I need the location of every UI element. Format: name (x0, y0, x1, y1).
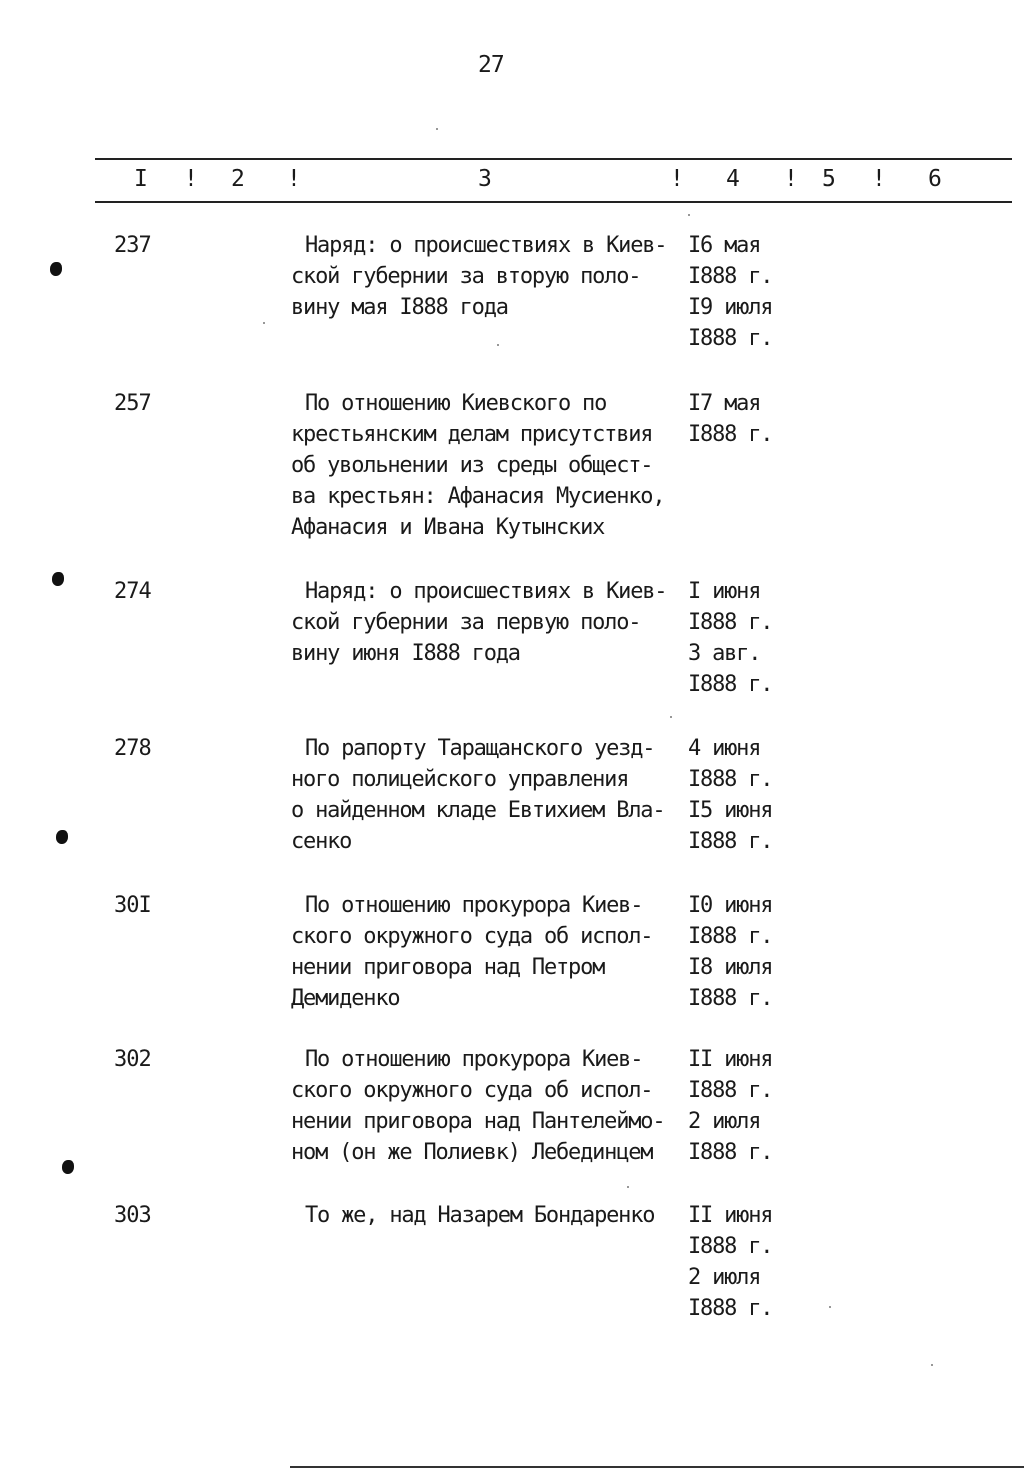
date-line: I8 июля (688, 955, 773, 980)
scan-speck (829, 1306, 831, 1308)
page-bottom-edge (290, 1466, 1024, 1468)
date-line: 2 июля (688, 1265, 761, 1290)
entry-number: 257 (114, 391, 151, 416)
description-line: крестьянским делам присутствия (291, 422, 653, 447)
entry-number: 274 (114, 579, 151, 604)
description-line: ном (он же Полиевк) Лебединцем (291, 1140, 653, 1165)
table-header-top-rule (95, 158, 1012, 160)
punch-hole-mark (56, 830, 68, 844)
date-line: 4 июня (688, 736, 761, 761)
date-line: I888 г. (688, 924, 773, 949)
punch-hole-mark (52, 572, 64, 586)
date-line: I0 июня (688, 893, 773, 918)
description-line: Наряд: о происшествиях в Киев- (305, 233, 667, 258)
column-separator: ! (784, 166, 798, 192)
date-line: II июня (688, 1047, 773, 1072)
date-line: I июня (688, 579, 761, 604)
description-line: По отношению прокурора Киев- (305, 1047, 643, 1072)
description-line: нении приговора над Петром (291, 955, 605, 980)
date-line: I7 мая (688, 391, 761, 416)
description-line: По рапорту Таращанского уезд- (305, 736, 655, 761)
column-header-4: 4 (726, 166, 740, 192)
description-line: ской губернии за вторую поло- (291, 264, 641, 289)
scan-speck (497, 344, 499, 346)
scan-speck (931, 1364, 933, 1366)
date-line: I888 г. (688, 1296, 773, 1321)
column-header-6: 6 (928, 166, 942, 192)
column-separator: ! (184, 166, 198, 192)
scan-speck (263, 322, 265, 324)
column-header-1: I (134, 166, 148, 192)
entry-number: 237 (114, 233, 151, 258)
scan-speck (670, 716, 672, 718)
description-line: ского окружного суда об испол- (291, 1078, 653, 1103)
column-separator: ! (872, 166, 886, 192)
description-line: То же, над Назарем Бондаренко (305, 1203, 655, 1228)
date-line: I888 г. (688, 829, 773, 854)
date-line: I9 июля (688, 295, 773, 320)
scan-speck (436, 128, 438, 130)
description-line: сенко (291, 829, 352, 854)
scan-speck (688, 214, 690, 216)
page-number: 27 (478, 52, 504, 78)
description-line: вину мая I888 года (291, 295, 508, 320)
date-line: I888 г. (688, 767, 773, 792)
description-line: нении приговора над Пантелеймо- (291, 1109, 665, 1134)
entry-number: 30I (114, 893, 151, 918)
column-header-5: 5 (822, 166, 836, 192)
description-line: ского окружного суда об испол- (291, 924, 653, 949)
description-line: Наряд: о происшествиях в Киев- (305, 579, 667, 604)
description-line: По отношению Киевского по (305, 391, 607, 416)
entry-number: 303 (114, 1203, 151, 1228)
description-line: Демиденко (291, 986, 400, 1011)
date-line: 2 июля (688, 1109, 761, 1134)
entry-number: 278 (114, 736, 151, 761)
entry-number: 302 (114, 1047, 151, 1072)
description-line: По отношению прокурора Киев- (305, 893, 643, 918)
date-line: II июня (688, 1203, 773, 1228)
description-line: Афанасия и Ивана Кутынских (291, 515, 605, 540)
date-line: I888 г. (688, 422, 773, 447)
description-line: ва крестьян: Афанасия Мусиенко, (291, 484, 665, 509)
punch-hole-mark (50, 262, 62, 276)
date-line: I6 мая (688, 233, 761, 258)
date-line: I888 г. (688, 326, 773, 351)
date-line: I888 г. (688, 1234, 773, 1259)
date-line: I888 г. (688, 672, 773, 697)
date-line: I5 июня (688, 798, 773, 823)
column-header-2: 2 (231, 166, 245, 192)
date-line: I888 г. (688, 610, 773, 635)
date-line: I888 г. (688, 1078, 773, 1103)
punch-hole-mark (62, 1160, 74, 1174)
description-line: вину июня I888 года (291, 641, 520, 666)
date-line: I888 г. (688, 264, 773, 289)
table-header-bottom-rule (95, 201, 1012, 203)
description-line: о найденном кладе Евтихием Вла- (291, 798, 665, 823)
date-line: I888 г. (688, 986, 773, 1011)
description-line: об увольнении из среды общест- (291, 453, 653, 478)
description-line: ного полицейского управления (291, 767, 629, 792)
column-separator: ! (670, 166, 684, 192)
scan-speck (627, 1186, 629, 1188)
column-separator: ! (287, 166, 301, 192)
date-line: I888 г. (688, 1140, 773, 1165)
column-header-3: 3 (478, 166, 492, 192)
date-line: 3 авг. (688, 641, 761, 666)
description-line: ской губернии за первую поло- (291, 610, 641, 635)
